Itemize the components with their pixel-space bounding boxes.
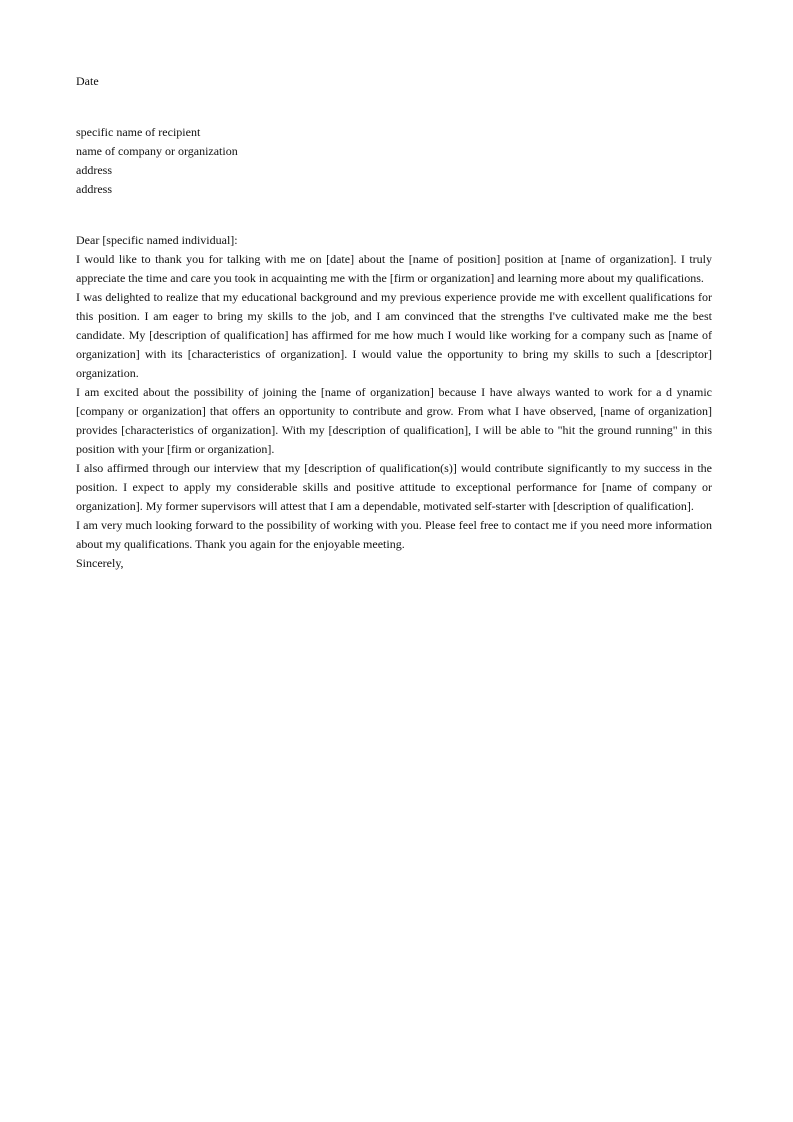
- paragraph-5: I am very much looking forward to the possibility of working with you. Please feel free to contact me if you need more information about my qualifications. Thank you again for the enjoyable meeting.: [76, 518, 712, 551]
- closing: Sincerely,: [76, 556, 124, 570]
- letter-body: [76, 231, 712, 573]
- recipient-address-line-1: address: [76, 163, 112, 177]
- paragraph-2: I was delighted to realize that my educational background and my previous experience provide me with excellent qualifications for this position. I am eager to bring my skills to the job, and I am convinced that the strengths I've cultivated make me the best candidate. My [description of qualification] has affirmed for me how much I would like working for a company such as [name of organization] with its [characteristics of organization]. I would value the opportunity to bring my skills to such a [descriptor] organization.: [76, 290, 712, 380]
- letter-page: [76, 72, 712, 573]
- paragraph-4: I also affirmed through our interview that my [description of qualification(s)] would contribute significantly to my success in the position. I expect to apply my considerable skills and positive attitude to exceptional performance for [name of company or organization]. My former supervisors will attest that I am a dependable, motivated self-starter with [description of qualification].: [76, 461, 712, 513]
- paragraph-3: I am excited about the possibility of joining the [name of organization] because I have always wanted to work for a d ynamic [company or organization] that offers an opportunity to contribute and grow. From what I have observed, [name of organization] provides [characteristics of organization]. With my [description of qualification], I will be able to "hit the ground running" in this position with your [firm or organization].: [76, 385, 712, 456]
- recipient-address-line-2: address: [76, 182, 112, 196]
- paragraph-1: I would like to thank you for talking with me on [date] about the [name of position] position at [name of organization]. I truly appreciate the time and care you took in acquainting me with the [firm or organization] and learning more about my qualifications.: [76, 252, 712, 285]
- recipient-name: specific name of recipient: [76, 125, 201, 139]
- salutation: Dear [specific named individual]:: [76, 233, 238, 247]
- recipient-company: name of company or organization: [76, 144, 238, 158]
- recipient-address-block: [76, 123, 712, 199]
- letter-date: Date: [76, 74, 99, 88]
